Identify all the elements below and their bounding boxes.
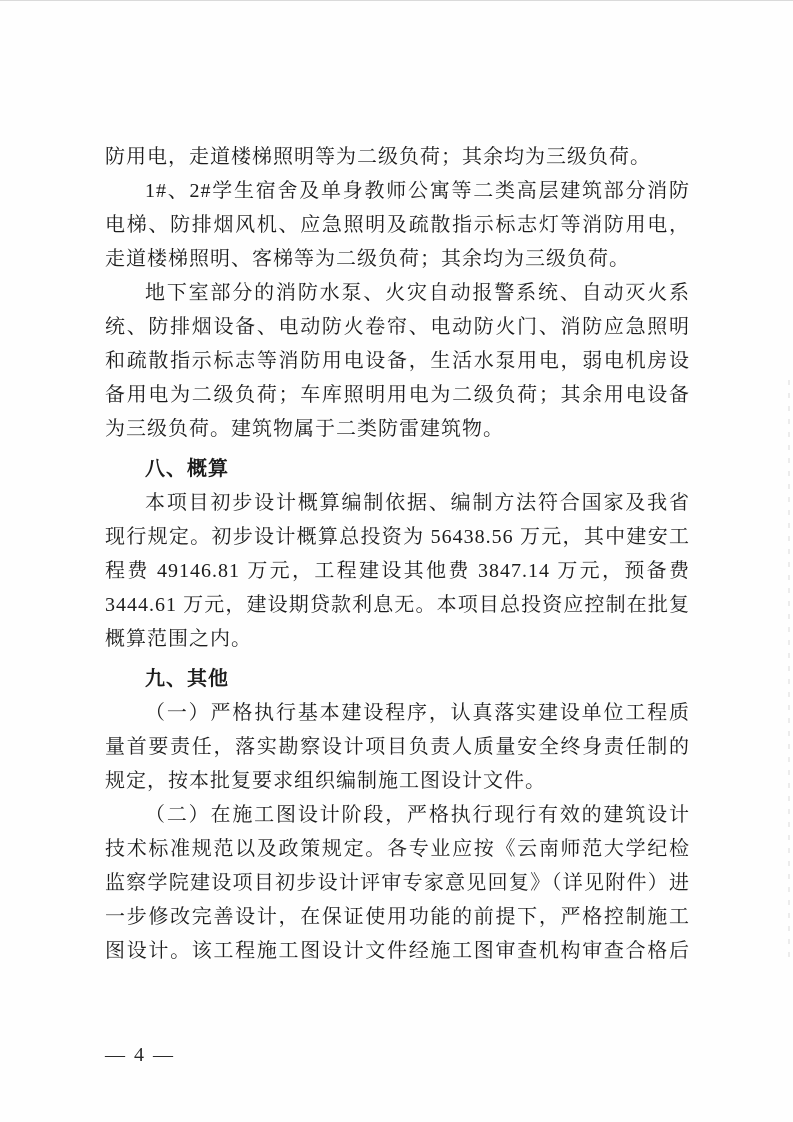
scan-artifact-top-line bbox=[0, 0, 793, 1]
text-line: 技术标准规范以及政策规定。各专业应按《云南师范大学纪检 bbox=[105, 838, 690, 860]
text-line: 程费 49146.81 万元，工程建设其他费 3847.14 万元，预备费 bbox=[105, 560, 690, 582]
document-body bbox=[105, 140, 690, 968]
text-line: 量首要责任，落实勘察设计项目负责人质量安全终身责任制的 bbox=[105, 736, 690, 758]
text-line: 概算范围之内。 bbox=[105, 628, 252, 650]
text-line: 地下室部分的消防水泵、火灾自动报警系统、自动灭火系 bbox=[145, 282, 690, 304]
text-line: 备用电为二级负荷；车库照明用电为二级负荷；其余用电设备 bbox=[105, 384, 690, 406]
text-line: 走道楼梯照明、客梯等为二级负荷；其余均为三级负荷。 bbox=[105, 248, 630, 270]
text-line: （二）在施工图设计阶段，严格执行现行有效的建筑设计 bbox=[145, 804, 690, 826]
text-line: 本项目初步设计概算编制依据、编制方法符合国家及我省 bbox=[145, 492, 690, 514]
text-line: （一）严格执行基本建设程序，认真落实建设单位工程质 bbox=[145, 702, 690, 724]
text-line: 一步修改完善设计，在保证使用功能的前提下，严格控制施工 bbox=[105, 906, 690, 928]
scan-artifact-right-edge bbox=[788, 380, 790, 960]
text-line: 3444.61 万元，建设期贷款利息无。本项目总投资应控制在批复 bbox=[105, 594, 690, 616]
text-line: 图设计。该工程施工图设计文件经施工图审查机构审查合格后 bbox=[105, 940, 690, 962]
text-line: 规定，按本批复要求组织编制施工图设计文件。 bbox=[105, 770, 546, 792]
text-line: 电梯、防排烟风机、应急照明及疏散指示标志灯等消防用电， bbox=[105, 214, 690, 236]
section-heading: 八、概算 bbox=[145, 458, 229, 480]
text-line: 现行规定。初步设计概算总投资为 56438.56 万元，其中建安工 bbox=[105, 526, 690, 548]
text-line: 监察学院建设项目初步设计评审专家意见回复》（详见附件）进 bbox=[105, 872, 690, 894]
text-line: 为三级负荷。建筑物属于二类防雷建筑物。 bbox=[105, 418, 504, 440]
text-line: 1#、2#学生宿舍及单身教师公寓等二类高层建筑部分消防 bbox=[145, 180, 690, 202]
page-number: — 4 — bbox=[105, 1044, 175, 1066]
text-line: 统、防排烟设备、电动防火卷帘、电动防火门、消防应急照明 bbox=[105, 316, 690, 338]
text-line: 防用电，走道楼梯照明等为二级负荷；其余均为三级负荷。 bbox=[105, 146, 651, 168]
text-line: 和疏散指示标志等消防用电设备，生活水泵用电，弱电机房设 bbox=[105, 350, 690, 372]
section-heading: 九、其他 bbox=[145, 668, 229, 690]
